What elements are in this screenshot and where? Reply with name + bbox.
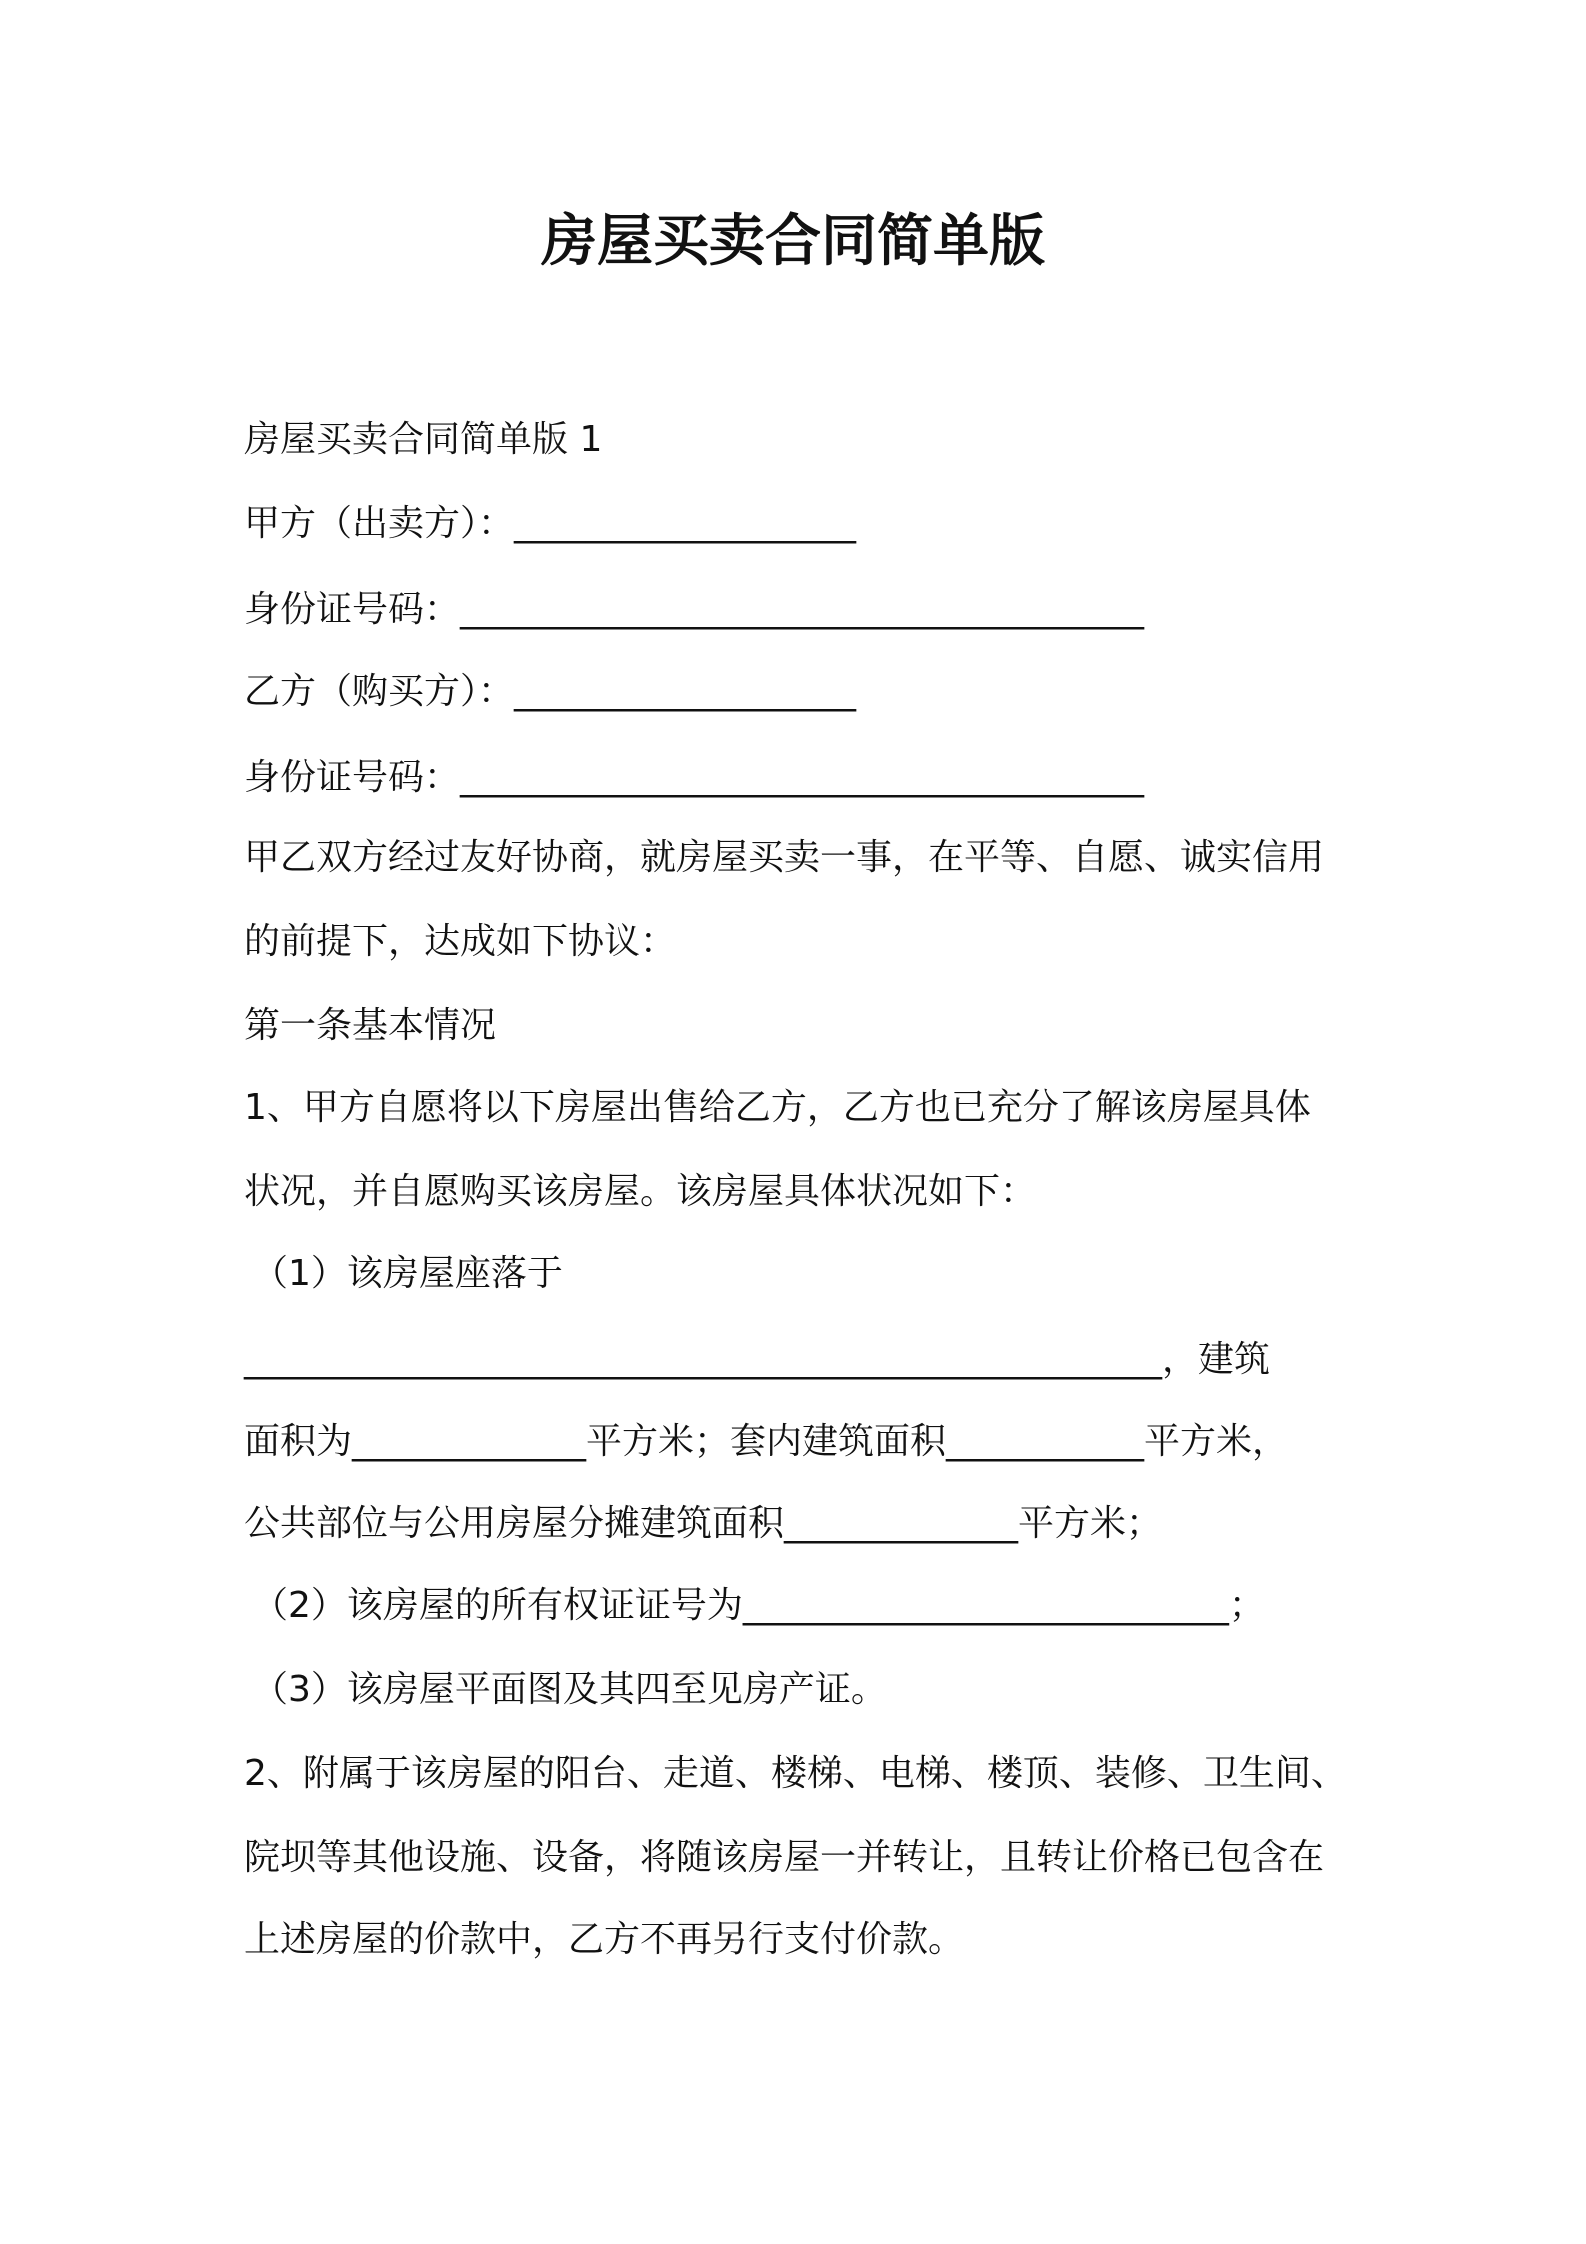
party-a-id-field: 身份证号码：______________________________________ <box>244 589 1145 630</box>
clause-paragraph-line: 1、甲方自愿将以下房屋出售给乙方，乙方也已充分了解该房屋具体 <box>244 1087 1311 1128</box>
clause-paragraph-line: 状况，并自愿购买该房屋。该房屋具体状况如下： <box>244 1171 1037 1212</box>
clause-item-line: ___________________________________________________，建筑 <box>244 1339 1270 1380</box>
clause-item-line: （1）该房屋座落于 <box>252 1253 563 1294</box>
clause-paragraph-line: 上述房屋的价款中，乙方不再另行支付价款。 <box>244 1919 965 1960</box>
clause-item-line: 面积为_____________平方米；套内建筑面积___________平方米， <box>244 1421 1289 1462</box>
document-title: 房屋买卖合同简单版 <box>541 209 1045 274</box>
party-a-seller-field: 甲方（出卖方）：___________________ <box>244 503 857 544</box>
clause-item-line: 公共部位与公用房屋分摊建筑面积_____________平方米； <box>244 1503 1163 1544</box>
clause-paragraph-line: 2、附属于该房屋的阳台、走道、楼梯、电梯、楼顶、装修、卫生间、 <box>244 1753 1347 1794</box>
section-heading: 房屋买卖合同简单版 1 <box>244 419 603 460</box>
party-b-id-field: 身份证号码：______________________________________ <box>244 757 1145 798</box>
intro-paragraph-line: 甲乙双方经过友好协商，就房屋买卖一事，在平等、自愿、诚实信用 <box>244 837 1325 878</box>
clause-item-line: （3）该房屋平面图及其四至见房产证。 <box>252 1669 887 1710</box>
clause-paragraph-line: 院坝等其他设施、设备，将随该房屋一并转让，且转让价格已包含在 <box>244 1837 1325 1878</box>
clause-item-line: （2）该房屋的所有权证证号为___________________________； <box>252 1585 1265 1626</box>
intro-paragraph-line: 的前提下，达成如下协议： <box>244 921 677 962</box>
article-heading: 第一条基本情况 <box>244 1005 497 1046</box>
party-b-buyer-field: 乙方（购买方）：___________________ <box>244 671 857 712</box>
